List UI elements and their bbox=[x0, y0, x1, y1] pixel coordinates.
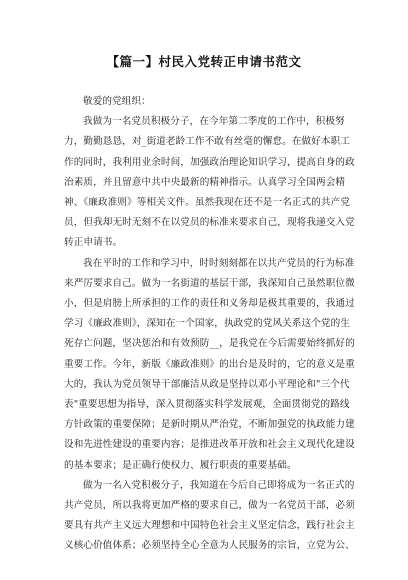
paragraph-1 bbox=[64, 112, 354, 253]
text-line: 的基本要求；是正确行使权力、履行职责的重要基础。 bbox=[64, 459, 297, 471]
text-line: 小，但是肩膀上所承担的工作的责任和义务却是极其重要的，我通过 bbox=[64, 298, 355, 310]
text-line: 作的同时，我利用业余时间，加强政治理论知识学习，提高自身的政 bbox=[64, 156, 355, 168]
text-line: 义核心价值体系；必须坚持全心全意为人民服务的宗旨，立党为公、 bbox=[64, 540, 355, 552]
text-line: 重要工作。今年，新版《廉政准则》的出台是及时的，它的意义是重 bbox=[64, 358, 355, 370]
text-line: 学习《廉政准则》，深知在一个国家，执政党的党风关系这个党的生 bbox=[64, 318, 351, 330]
salutation: 敬爱的党组织： bbox=[83, 96, 151, 107]
text-line: 做为一名入党积极分子，我知道在今后自己即将成为一名正式的 bbox=[83, 479, 355, 491]
text-line: 我在平时的工作和学习中，时时刻刻都在以共产党员的行为标准 bbox=[83, 257, 355, 269]
text-line: 神、《廉政准则》等相关文件。虽然我现在还不是一名正式的共产党 bbox=[64, 197, 351, 209]
text-line: 方针政策的重要保障；是新时期从严治党，不断加强党的执政能力建 bbox=[64, 419, 355, 431]
text-line: 要具有共产主义远大理想和中国特色社会主义坚定信念，践行社会主 bbox=[64, 520, 355, 532]
text-line: 共产党员，所以我将更加严格的要求自己，做为一名党员干部，必须 bbox=[64, 500, 355, 512]
document-body bbox=[64, 92, 354, 557]
text-line: 来严厉要求自己。做为一名街道的基层干部，我深知自己虽然职位微 bbox=[64, 277, 355, 289]
paragraph-2 bbox=[64, 254, 354, 476]
text-line: 我做为一名党员积极分子，在今年第二季度的工作中，积极努 bbox=[83, 116, 345, 128]
text-line: 设和先进性建设的重要内容；是推进改革开放和社会主义现代化建设 bbox=[64, 439, 355, 451]
text-line: 员，但我却无时无刻不在以党员的标准来要求自己，现将我递交入党 bbox=[64, 217, 355, 229]
text-line: 力，勤勤恳恳，对_街道老龄工作不敢有丝毫的懈怠。在做好本职工 bbox=[64, 136, 351, 148]
text-line: 表"重要思想为指导，深入贯彻落实科学发展观，全面贯彻党的路线 bbox=[64, 399, 350, 411]
text-line: 死存亡问题，坚决惩治和有效预防__，是我党在今后需要始终抓好的 bbox=[64, 338, 355, 350]
document-title: 【篇一】村民入党转正申请书范文 bbox=[106, 54, 302, 69]
text-line: 治素质，并且留意中共中央最新的精神指示。认真学习全国两会精 bbox=[64, 176, 346, 188]
text-line: 转正申请书。 bbox=[64, 237, 123, 249]
paragraph-3 bbox=[64, 476, 354, 557]
text-line: 大的，我认为党员领导干部廉洁从政是坚持以邓小平理论和"三个代 bbox=[64, 378, 350, 390]
